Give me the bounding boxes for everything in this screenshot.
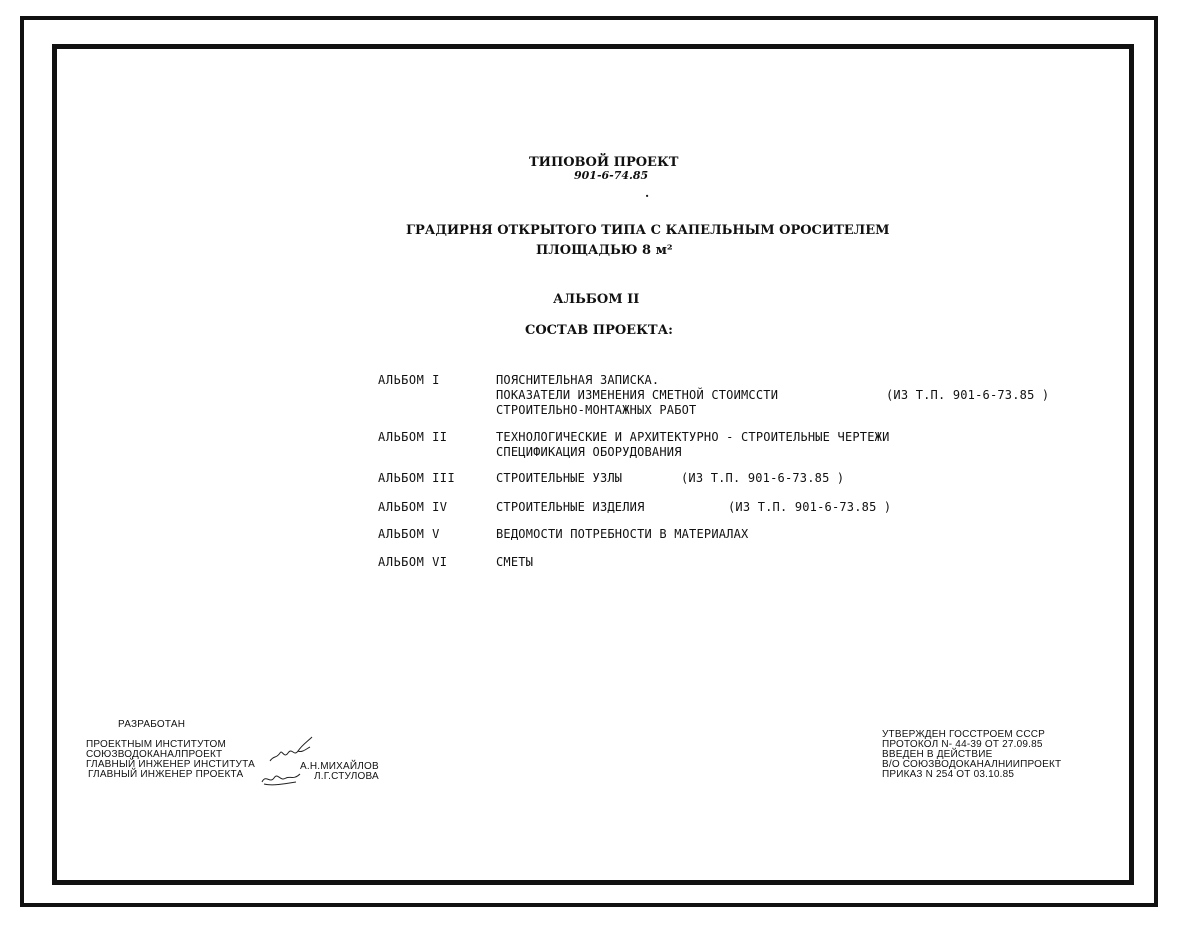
approval-order: ПРИКАЗ N 254 ОТ 03.10.85: [882, 769, 1015, 780]
album-label: АЛЬБОМ III: [378, 471, 456, 485]
album-description-line: ВЕДОМОСТИ ПОТРЕБНОСТИ В МАТЕРИАЛАХ: [496, 527, 749, 541]
chief-engineer-project-role: ГЛАВНЫЙ ИНЖЕНЕР ПРОЕКТА: [88, 769, 244, 780]
chief-engineer-institute-role: ГЛАВНЫЙ ИНЖЕНЕР ИНСТИТУТА: [86, 759, 255, 770]
album-description-line: ПОКАЗАТЕЛИ ИЗМЕНЕНИЯ СМЕТНОЙ СТОИМССТИ: [496, 388, 779, 402]
developer-organization: СОЮЗВОДОКАНАЛПРОЕКТ: [86, 749, 223, 760]
album-label: АЛЬБОМ II: [378, 430, 448, 444]
signature-mikhailov: [268, 735, 316, 765]
album-label: АЛЬБОМ V: [378, 527, 440, 541]
album-label: АЛЬБОМ VI: [378, 555, 448, 569]
album-description-line: СТРОИТЕЛЬНЫЕ УЗЛЫ: [496, 471, 623, 485]
doc-number: 901-6-74.85: [574, 169, 649, 182]
approval-line: УТВЕРЖДЕН ГОССТРОЕМ СССР: [882, 729, 1046, 740]
developer-institute: ПРОЕКТНЫМ ИНСТИТУТОМ: [86, 739, 227, 750]
doc-type: ТИПОВОЙ ПРОЕКТ: [529, 155, 679, 170]
album-label: АЛЬБОМ I: [378, 373, 440, 387]
approval-organization: В/О СОЮЗВОДОКАНАЛНИИПРОЕКТ: [882, 759, 1062, 770]
album-description-line: СМЕТЫ: [496, 555, 534, 569]
album-heading: АЛЬБОМ II: [553, 292, 640, 307]
approval-enacted: ВВЕДЕН В ДЕЙСТВИЕ: [882, 749, 993, 760]
album-description-line: СТРОИТЕЛЬНЫЕ ИЗДЕЛИЯ: [496, 500, 645, 514]
album-description: [496, 471, 622, 486]
chief-engineer-project-name: Л.Г.СТУЛОВА: [314, 771, 379, 782]
album-note: (ИЗ Т.П. 901-6-73.85 ): [681, 471, 845, 485]
chief-engineer-institute-name: А.Н.МИХАЙЛОВ: [300, 761, 379, 772]
album-description: [496, 527, 748, 542]
album-note: (ИЗ Т.П. 901-6-73.85 ): [728, 500, 892, 514]
album-description: [496, 373, 778, 418]
album-label: АЛЬБОМ IV: [378, 500, 448, 514]
album-description-line: ПОЯСНИТЕЛЬНАЯ ЗАПИСКА.: [496, 373, 660, 387]
album-description-line: СТРОИТЕЛЬНО-МОНТАЖНЫХ РАБОТ: [496, 403, 697, 417]
dot-mark: .: [645, 186, 650, 200]
album-description: [496, 500, 645, 515]
album-note: (ИЗ Т.П. 901-6-73.85 ): [886, 388, 1050, 402]
contents-heading: СОСТАВ ПРОЕКТА:: [525, 323, 673, 338]
signature-stulova: [260, 764, 308, 788]
project-title-line1: ГРАДИРНЯ ОТКРЫТОГО ТИПА С КАПЕЛЬНЫМ ОРОСИТЕЛЕМ: [406, 223, 890, 238]
album-description-line: ТЕХНОЛОГИЧЕСКИЕ И АРХИТЕКТУРНО - СТРОИТЕЛЬНЫЕ ЧЕРТЕЖИ: [496, 430, 890, 444]
developer-heading: РАЗРАБОТАН: [118, 719, 186, 730]
album-description: [496, 555, 533, 570]
album-description-line: СПЕЦИФИКАЦИЯ ОБОРУДОВАНИЯ: [496, 445, 682, 459]
project-title-line2: ПЛОЩАДЬЮ 8 м²: [536, 243, 673, 258]
album-description: [496, 430, 890, 460]
approval-protocol: ПРОТОКОЛ N- 44-39 ОТ 27.09.85: [882, 739, 1043, 750]
